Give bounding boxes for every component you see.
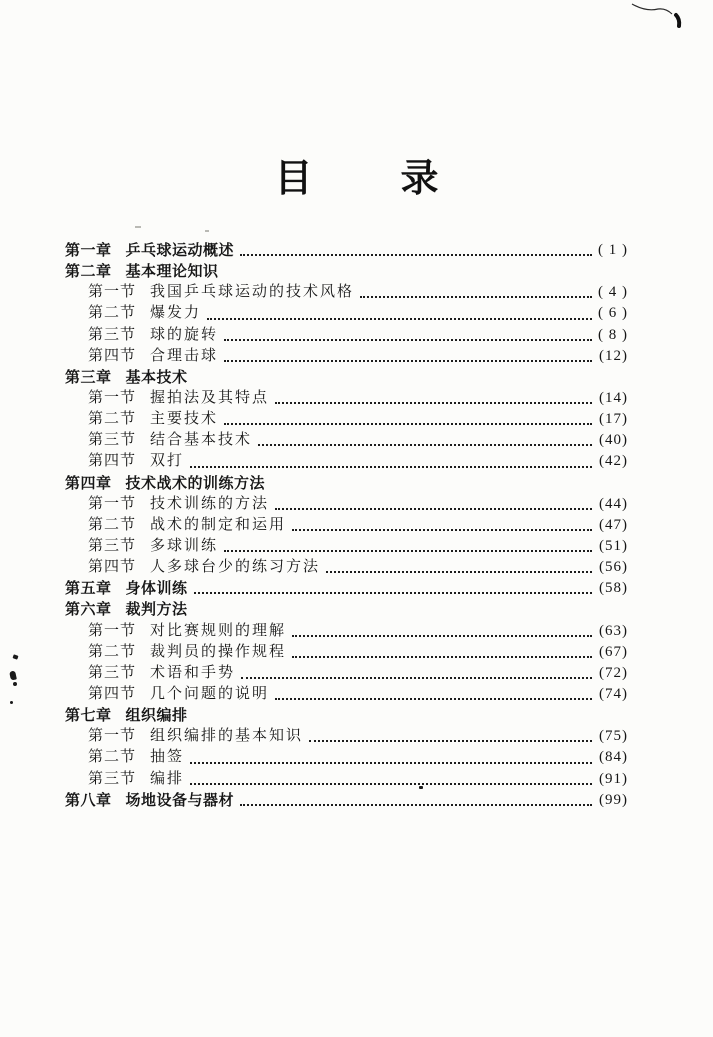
toc-entry (65, 557, 628, 578)
toc-entry-title: 多球训练 (150, 537, 219, 554)
toc-entry-label: 第二节 (88, 516, 137, 533)
toc-leader-dots (194, 592, 592, 594)
toc-entry-title: 编排 (150, 770, 185, 787)
toc-leader-dots (207, 318, 592, 320)
toc-leader-dots (224, 423, 592, 425)
toc-page-number: ( 1 ) (598, 241, 628, 258)
toc-entry (65, 515, 628, 536)
toc-entry (65, 747, 628, 768)
toc-entry-label: 第三节 (88, 326, 137, 343)
toc-page-number: (12) (599, 347, 628, 364)
toc-entry (65, 303, 628, 324)
toc-entry-label: 第三章 (65, 368, 112, 386)
toc-entry (65, 536, 628, 557)
toc-entry-title: 合理击球 (150, 347, 219, 364)
toc-entry-label: 第二章 (65, 263, 112, 281)
toc-entry-title: 结合基本技术 (150, 432, 253, 449)
toc-page-number: (63) (599, 622, 628, 639)
toc-leader-dots (292, 529, 592, 531)
toc-page-number: ( 4 ) (598, 284, 628, 301)
toc-entry (65, 346, 628, 367)
toc-entry (65, 282, 628, 303)
toc-entry-title: 基本技术 (125, 368, 188, 386)
margin-ink-mark (10, 701, 13, 704)
toc-entry (65, 642, 628, 663)
toc-entry-title: 组织编排 (125, 707, 188, 725)
toc-entry (65, 578, 628, 599)
toc-entry-title: 组织编排的基本知识 (150, 728, 304, 745)
page-title-char: 目 (274, 158, 313, 200)
paper-speck (135, 226, 141, 228)
toc-entry-title: 裁判员的操作规程 (150, 643, 287, 660)
toc-page-number: ( 6 ) (598, 305, 628, 322)
toc-page-number: (75) (599, 728, 628, 745)
toc-page-number: (74) (599, 685, 628, 702)
toc-entry-title: 几个问题的说明 (150, 685, 270, 702)
toc-leader-dots (275, 402, 592, 404)
toc-entry (65, 388, 628, 409)
margin-ink-mark (13, 682, 17, 686)
toc-page-number: (84) (599, 749, 628, 766)
toc-entry (65, 261, 628, 282)
toc-list (65, 240, 628, 811)
toc-leader-dots (190, 762, 592, 764)
toc-entry-title: 术语和手势 (150, 664, 236, 681)
toc-entry (65, 663, 628, 684)
toc-leader-dots (240, 254, 592, 256)
toc-entry-label: 第三节 (88, 770, 137, 787)
toc-entry-title: 技术训练的方法 (150, 495, 270, 512)
toc-entry-label: 第四节 (88, 685, 137, 702)
toc-entry-title: 战术的制定和运用 (150, 516, 287, 533)
toc-entry-label: 第四章 (65, 474, 112, 492)
toc-entry-label: 第四节 (88, 453, 137, 470)
toc-entry-title: 球的旋转 (150, 326, 219, 343)
toc-entry-label: 第一节 (88, 622, 137, 639)
toc-page-number: ( 8 ) (598, 326, 628, 343)
toc-entry (65, 240, 628, 261)
toc-entry (65, 430, 628, 451)
toc-entry-title: 主要技术 (150, 411, 219, 428)
toc-entry-label: 第一节 (88, 284, 137, 301)
toc-leader-dots (241, 677, 592, 679)
toc-page-number: (72) (599, 664, 628, 681)
toc-entry-title: 人多球台少的练习方法 (150, 559, 321, 576)
toc-leader-dots (326, 571, 592, 573)
toc-entry-title: 握拍法及其特点 (150, 389, 270, 406)
toc-leader-dots (224, 550, 592, 552)
toc-leader-dots (224, 360, 592, 362)
paper-speck (205, 230, 209, 232)
toc-entry-title: 爆发力 (150, 305, 202, 322)
toc-leader-dots (292, 656, 592, 658)
toc-entry-label: 第四节 (88, 347, 137, 364)
margin-ink-mark (9, 670, 17, 680)
toc-page-number: (17) (599, 411, 628, 428)
toc-entry (65, 790, 628, 811)
toc-page-number: (58) (599, 580, 628, 597)
toc-entry-title: 基本理论知识 (125, 263, 219, 281)
toc-entry-label: 第一节 (88, 389, 137, 406)
toc-entry (65, 726, 628, 747)
toc-entry (65, 494, 628, 515)
toc-entry-title: 裁判方法 (125, 601, 188, 619)
toc-entry-label: 第三节 (88, 432, 137, 449)
toc-entry-label: 第六章 (65, 601, 112, 619)
toc-entry-label: 第三节 (88, 664, 137, 681)
toc-entry-label: 第一节 (88, 495, 137, 512)
toc-entry-title: 抽签 (150, 749, 185, 766)
toc-entry-label: 第二节 (88, 749, 137, 766)
toc-entry-label: 第一节 (88, 728, 137, 745)
toc-leader-dots (190, 783, 592, 785)
toc-entry-label: 第三节 (88, 537, 137, 554)
toc-leader-dots (240, 804, 592, 806)
toc-page-number: (56) (599, 559, 628, 576)
toc-entry-label: 第五章 (65, 580, 112, 598)
toc-entry (65, 409, 628, 430)
toc-entry (65, 473, 628, 494)
toc-page-number: (40) (599, 432, 628, 449)
toc-page-number: (42) (599, 453, 628, 470)
toc-leader-dots (275, 508, 592, 510)
toc-page-number: (91) (599, 770, 628, 787)
toc-entry-label: 第八章 (65, 791, 112, 809)
toc-entry (65, 621, 628, 642)
pen-stroke-ink-mark (628, 1, 690, 33)
toc-page-number: (51) (599, 537, 628, 554)
toc-leader-dots (309, 740, 592, 742)
toc-entry (65, 599, 628, 620)
toc-entry (65, 705, 628, 726)
toc-page-number: (67) (599, 643, 628, 660)
toc-entry-title: 场地设备与器材 (125, 791, 235, 809)
toc-entry (65, 684, 628, 705)
toc-entry-title: 对比赛规则的理解 (150, 622, 287, 639)
toc-leader-dots (258, 444, 592, 446)
toc-leader-dots (292, 635, 592, 637)
toc-leader-dots (190, 466, 592, 468)
page-title (0, 160, 713, 198)
toc-entry-title: 技术战术的训练方法 (125, 474, 266, 492)
toc-entry-label: 第七章 (65, 707, 112, 725)
toc-entry (65, 325, 628, 346)
toc-entry-title: 乒乓球运动概述 (125, 241, 235, 259)
toc-leader-dots (275, 698, 592, 700)
toc-leader-dots (224, 339, 592, 341)
toc-entry-title: 双打 (150, 453, 185, 470)
toc-entry (65, 769, 628, 790)
toc-entry (65, 367, 628, 388)
margin-ink-mark (12, 654, 18, 659)
toc-entry-label: 第二节 (88, 411, 137, 428)
toc-leader-dots (360, 296, 592, 298)
toc-entry-title: 身体训练 (125, 580, 188, 598)
toc-entry-label: 第四节 (88, 559, 137, 576)
toc-page-number: (14) (599, 389, 628, 406)
toc-entry (65, 451, 628, 472)
toc-page-number: (44) (599, 495, 628, 512)
page-title-char: 录 (400, 158, 439, 200)
toc-page-number: (99) (599, 791, 628, 808)
toc-page-number: (47) (599, 516, 628, 533)
toc-entry-label: 第二节 (88, 305, 137, 322)
toc-entry-label: 第一章 (65, 241, 112, 259)
toc-entry-title: 我国乒乓球运动的技术风格 (150, 284, 355, 301)
toc-entry-label: 第二节 (88, 643, 137, 660)
